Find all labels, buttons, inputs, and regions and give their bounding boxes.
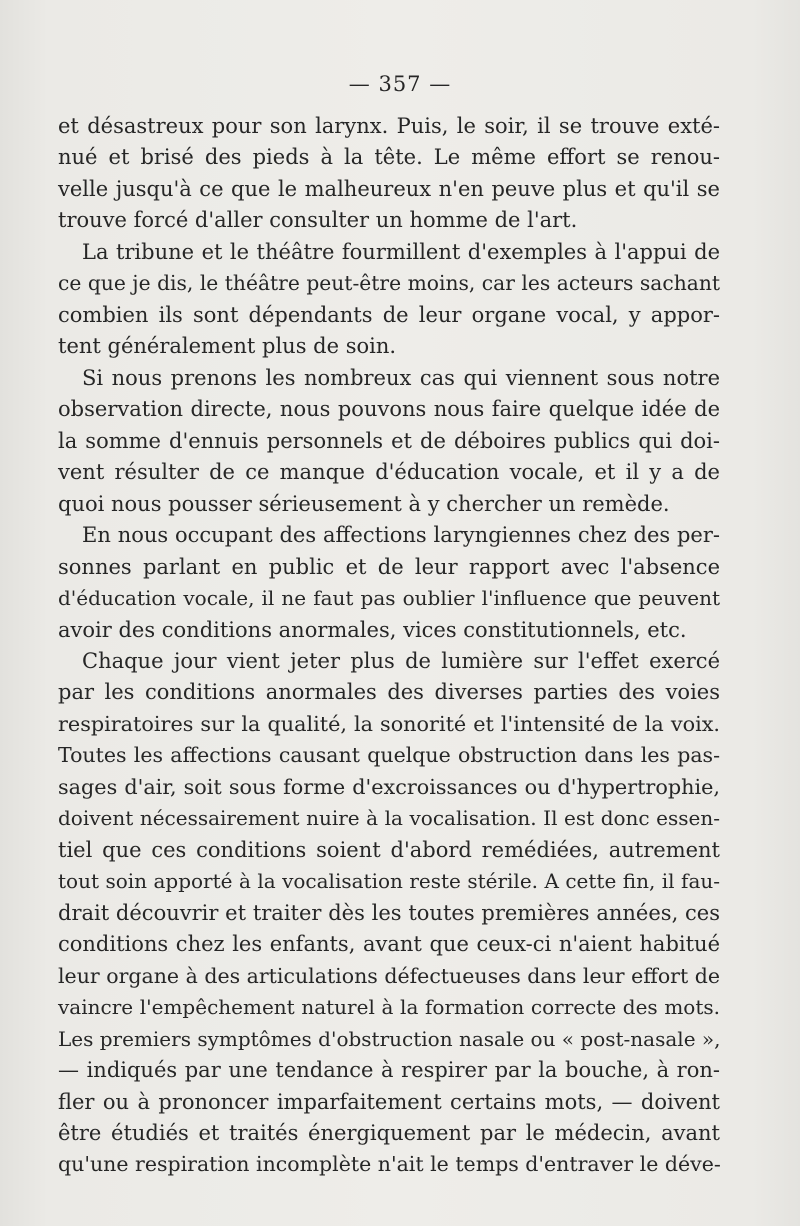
text-line: doivent nécessairement nuire à la vocalisation. Il est donc essen- [58,806,720,831]
text-line: vent résulter de ce manque d'éducation vocale, et il y a de [58,460,720,485]
text-line: leur organe à des articulations défectueuses dans leur effort de [58,963,720,988]
text-line: qu'une respiration incomplète n'ait le temps d'entraver le déve- [58,1152,721,1177]
text-line: sonnes parlant en public et de leur rapport avec l'absence [58,554,720,579]
text-line: respiratoires sur la qualité, la sonorité et l'intensité de la voix. [58,711,720,736]
text-line: trouve forcé d'aller consulter un homme de l'art. [58,208,578,233]
text-line: la somme d'ennuis personnels et de déboires publics qui doi- [58,428,720,453]
text-line: Toutes les affections causant quelque obstruction dans les pas- [58,743,720,768]
text-line: Chaque jour vient jeter plus de lumière sur l'effet exercé [82,648,720,673]
text-line: par les conditions anormales des diverses parties des voies [58,680,720,705]
text-line: vaincre l'empêchement naturel à la formation correcte des mots. [58,995,720,1020]
text-line: fler ou à prononcer imparfaitement certains mots, — doivent [58,1089,720,1114]
text-line: velle jusqu'à ce que le malheureux n'en peuve plus et qu'il se [58,176,720,201]
text-line: drait découvrir et traiter dès les toutes premières années, ces [58,900,720,925]
body-text [58,111,720,1181]
text-line: et désastreux pour son larynx. Puis, le soir, il se trouve exté- [58,114,720,138]
text-line: sages d'air, soit sous forme d'excroissances ou d'hypertrophie, [58,774,720,799]
text-line: avoir des conditions anormales, vices constitutionnels, etc. [58,617,687,642]
text-line: Les premiers symptômes d'obstruction nasale ou « post-nasale », [58,1026,721,1051]
text-line: combien ils sont dépendants de leur organe vocal, y appor- [58,302,720,327]
text-line: conditions chez les enfants, avant que ceux-ci n'aient habitué [58,932,720,957]
text-line: tiel que ces conditions soient d'abord remédiées, autrement [58,837,720,862]
text-line: quoi nous pousser sérieusement à y chercher un remède. [58,491,670,516]
text-line: d'éducation vocale, il ne faut pas oublier l'influence que peuvent [58,586,720,611]
text-line: — indiqués par une tendance à respirer par la bouche, à ron- [58,1058,720,1083]
text-line: nué et brisé des pieds à la tête. Le même effort se renou- [58,145,720,170]
text-line: tent généralement plus de soin. [58,334,397,359]
text-line: En nous occupant des affections laryngiennes chez des per- [82,523,720,548]
text-line: observation directe, nous pouvons nous faire quelque idée de [58,397,720,422]
page-number: — 357 — [348,72,452,96]
text-line: La tribune et le théâtre fourmillent d'exemples à l'appui de [82,239,720,264]
text-line: ce que je dis, le théâtre peut-être moins, car les acteurs sachant [58,271,720,296]
text-line: être étudiés et traités énergiquement par le médecin, avant [58,1121,720,1145]
text-line: tout soin apporté à la vocalisation reste stérile. A cette fin, il fau- [58,869,720,894]
text-line: Si nous prenons les nombreux cas qui viennent sous notre [82,365,720,390]
